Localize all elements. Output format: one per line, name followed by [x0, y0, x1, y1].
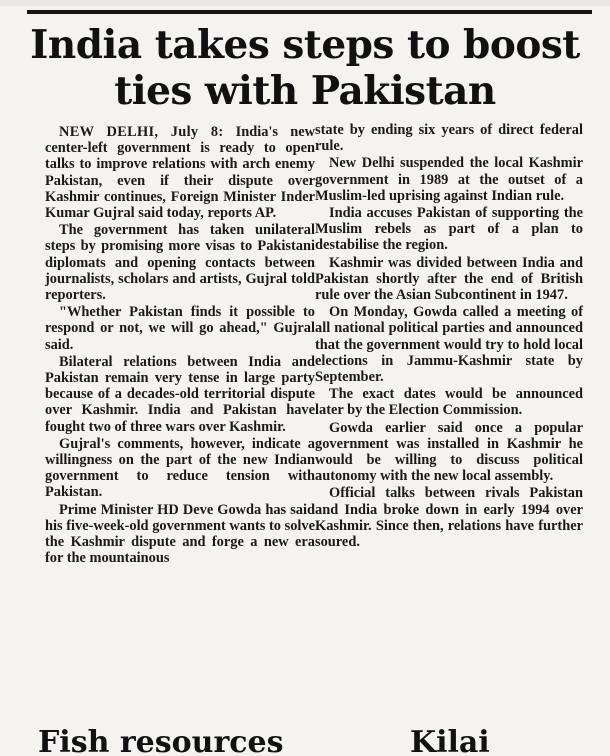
headline — [10, 22, 600, 114]
paragraph: On Monday, Gowda called a meeting of all national political parties and announced that the government would try to hold local elections in Jammu-Kashmir state by September. — [315, 304, 583, 386]
paragraph: Bilateral relations between India and Pakistan remain very tense in large party because of a decades-old territorial dispute over Kashmir. India and Pakistan have fought two of three wars over Kashmir. — [45, 353, 315, 435]
article-column-left — [45, 124, 315, 566]
headline-line-1: India takes steps to boost — [30, 22, 580, 68]
top-rule — [27, 10, 592, 14]
next-article-headline-left: Fish resources — [38, 726, 284, 756]
previous-article-strip — [0, 0, 610, 6]
paragraph: Official talks between rivals Pakistan and India broke down in early 1994 over Kashmir. Since then, relations have further soured. — [315, 485, 583, 551]
paragraph: The government has taken unilateral steps by promising more visas to Pakistani diplomats and opening contacts between journalists, scholars and artists, Gujral told reporters. — [45, 222, 315, 304]
paragraph-text: India's new center-left government is ready to open talks to improve relations with arch enemy Pakistan, even if their dispute over Kashmir continues, Foreign Minister Inder Kumar Gujral said today, reports AP. — [45, 124, 315, 222]
paragraph: Kashmir was divided between India and Pakistan shortly after the end of British rule over the Asian Subcontinent in 1947. — [315, 254, 583, 304]
paragraph: New Delhi suspended the local Kashmir government in 1989 at the outset of a Muslim-led uprising against Indian rule. — [315, 155, 583, 204]
paragraph — [45, 124, 315, 221]
article-column-right — [315, 122, 583, 550]
paragraph-continued: state by ending six years of direct federal rule. — [315, 122, 583, 155]
paragraph: Prime Minister HD Deve Gowda has said his five-week-old government wants to solve the Kashmir dispute and forge a new era for the mountainous — [45, 501, 315, 567]
dateline: NEW DELHI, July 8: — [59, 124, 224, 140]
headline-line-2: ties with Pakistan — [114, 68, 496, 114]
paragraph: India accuses Pakistan of supporting the Muslim rebels as part of a plan to destabilise the region. — [315, 205, 583, 254]
paragraph: Gujral's comments, however, indicate a willingness on the part of the new Indian government to reduce tension with Pakistan. — [45, 435, 315, 501]
next-article-headline-right: Kilai — [410, 726, 490, 756]
paragraph: Gowda earlier said once a popular government was installed in Kashmir he would be willing to discuss political autonomy with the new local assembly. — [315, 419, 583, 485]
paragraph: The exact dates would be announced later by the Election Commission. — [315, 386, 583, 419]
paragraph: "Whether Pakistan finds it possible to respond or not, we will go ahead," Gujral said. — [45, 304, 315, 353]
